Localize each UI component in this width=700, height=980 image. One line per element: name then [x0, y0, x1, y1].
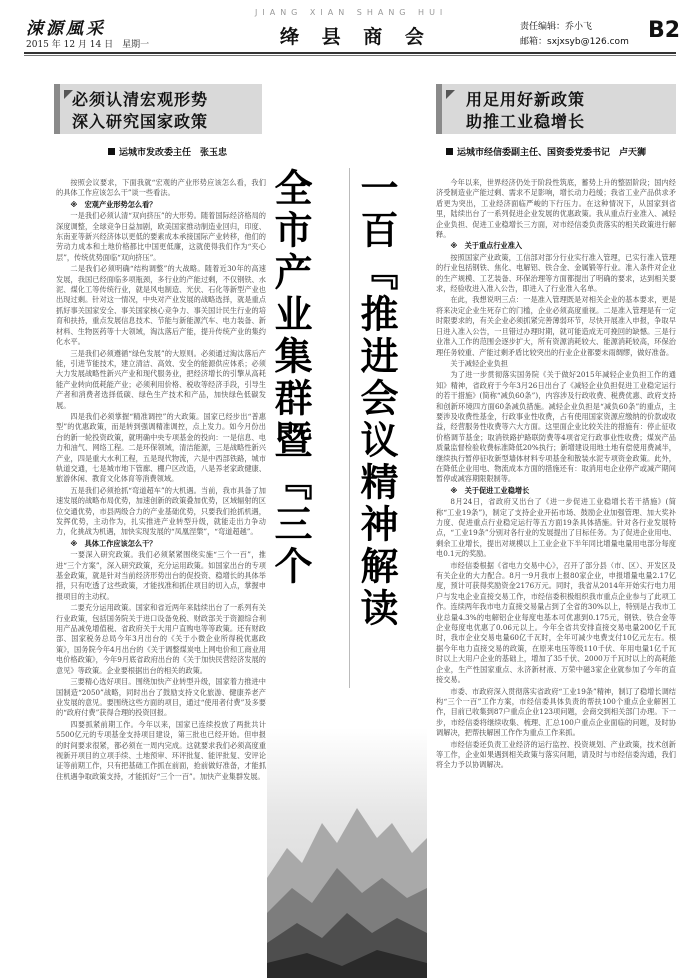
corner-triangle-icon — [446, 90, 455, 99]
right-paragraph: 市委、市政府深入贯彻落实省政府“工业19条”精神，制订了稳增长调结构“三个一百”工作方案，市经信委具体负责的帮扶100个重点企业解困工作，目前已收集到87户重点企业123项问题，会商交到相关部门办理。下一步，市经信委将继续收集、梳理、汇总100户重点企业面临的问题，及时协调解决，把帮扶解困工作作为重点工作来抓。 — [436, 686, 676, 738]
left-subheading: ※ 宏观产业形势怎么看？ — [70, 199, 157, 209]
corner-triangle-icon — [64, 90, 73, 99]
left-subheading: ※ 具体工作应该怎么干？ — [70, 538, 157, 548]
left-paragraph: 五是我们必须抢抓“弯道超车”的大机遇。当前，我市具备了加速发展的战略布局优势，加速创新的政策叠加优势，区域辐射的区位交通优势，市县两级合力的产业基础优势，只要我们抢抓机遇，发挥优势，主动作为，扎实推进产业转型升级，就能走出力争动力，化挑战为机遇，加快实现发展的“凤凰涅槃”，“弯道超越”。 — [56, 485, 266, 537]
left-paragraph: 三要精心选好项目。围绕加快产业转型升级，国家着力推进中国制造“2050”战略，同时出台了鼓励支持文化旅游、健康养老产业发展的意见。要围绕这些方面的项目，通过“使用者付费”及多要的“政府付费”获得合理的投资回报。 — [56, 677, 266, 718]
paper-name: 涑源風采 — [26, 19, 106, 39]
left-headline-line2: 深入研究国家政策 — [72, 112, 209, 131]
editor-email: 邮箱：sxjxsyb@126.com — [520, 37, 629, 47]
left-article-body — [56, 178, 266, 970]
masthead-rule-thin — [24, 55, 676, 56]
feature-title-line1: 一百『推进会议精神解读 — [354, 168, 398, 630]
left-byline — [108, 145, 227, 158]
left-headline-line1: 必须认清宏观形势 — [72, 90, 209, 109]
page-number: B2 — [648, 18, 681, 43]
byline-square-icon — [108, 148, 115, 155]
right-headline-line2: 助推工业稳增长 — [466, 112, 586, 131]
left-paragraph: 二是我们必须明确“结构调整”的大战略。随着近30年的高速发展，我国已经面临多项瓶颈，多行业的产能过剩，不仅钢铁、水泥、煤化工等传统行业，就是风电制造、光伏、石化等新型产业也出现过剩。针对这一情况，中央对产业发展的战略选择，就是重点抓好事关国家安全、事关国家核心竞争力、事关国计民生行业的培育和扶持，重点发展信息技术、节能与新能源汽车、电力装备、新材料、生物医药等十大领域，淘汰落后产能，提升传统产业的集约化水平。 — [56, 264, 266, 347]
right-paragraph: 市经信委还负责工业经济的运行监控、投资规划、产业政策，技术创新等工作，企业如果遇到相关政策与落实问题，请及时与市经信委沟通，我们将全力予以协调解决。 — [436, 739, 676, 770]
mountain-illustration — [267, 728, 427, 978]
right-paragraph: 为了进一步贯彻落实国务院《关于做好2015年减轻企业负担工作的通知》精神，省政府于今年3月26日出台了《减轻企业负担促进工业稳定运行的若干措施》(简称“减负60条”)，内容涉及行政收费、税费优惠、政府支持和创新环境四方面60条减负措施。减轻企业负担是“减负60条”的重点，主要涉及收费性基金，行政事业性收费，占有使用国家资源应缴纳的价款或收益，经营服务性收费等六大方面。这里面企业比较关注的措施有：停止征收价格调节基金；取消铁路护路联防费等4项省定行政事业性收费；煤炭产品质量监督检验收费标准降低20%执行；新增建设用地土地有偿使用费减半，继续执行暂停征收新型墙体材料专项基金和散装水泥专项资金政策。此外，在降低企业用电、物流成本方面的措施还有：取消用电企业停产或减产期间暂停或减容期限限制等。 — [436, 370, 676, 484]
issue-date: 2015 年 12 月 14 日 星期一 — [26, 40, 150, 50]
left-paragraph: 一是我们必须认清“双向挤压”的大形势。随着国际经济格局的深度调整，全球竞争日益加剧，欧美国家推动制造业回归，印度、东南亚等新兴经济体以更低的要素成本承接国际产业转移，他们的劳动力成本和土地价格都比中国更低廉，这就使得我们作为“夹心层”，传统优势面临“双向挤压”。 — [56, 211, 266, 262]
feature-divider — [349, 168, 350, 688]
right-paragraph: 8月24日，省政府又出台了《进一步促进工业稳增长若干措施》(简称“工业19条”)，制定了支持企业开拓市场、鼓励企业加强管理、加大奖补力度、促进重点行业稳定运行等五方面19条具体措施。针对各行业发展特点，“工业19条”分别对各行业的发展提出了目标任务。为了促进企业用电、剩余工业增长，提出对规模以上工业企业下半年同比增量电量用电部分每度电0.1元的奖励。 — [436, 497, 676, 559]
section-pinyin: JIANG XIAN SHANG HUI — [255, 8, 448, 17]
right-subheading: ※ 关于重点行业准入 — [450, 241, 523, 251]
section-title: 绛 县 商 会 — [280, 26, 432, 48]
left-paragraph: 四要抓紧前期工作。今年以来，国家已连续投放了两批共计5500亿元的专项基金支持项目建设，第三批也已经开始。但申报的时间要求很紧，都必须在一周内完成。这就要求我们必须高度重视新开项目的立项手续、土地预审、环评批复、能评批复、安评论证等前期工作，只有把基础工作抓在前面，抢前做好准备，才能抓住机遇争取政策支持，才能抓好“三个一百”。加快产业集群发展。 — [56, 719, 266, 781]
right-byline — [446, 145, 646, 158]
right-subheading: ※ 关于促进工业稳增长 — [450, 485, 530, 495]
left-paragraph: 二要充分运用政策。国家和省近两年来陆续出台了一系列有关行业政策，包括国务院关于进口设备免税、财政部关于资源综合利用产品减免增值税、省政府关于大用户直购电等等政策。还有财政部、国家税务总局今年3月出台的《关于小微企业所得税优惠政策》，国务院今年4月出台的《关于调整煤炭电上网电价和工商业用电价格政策》，今年9月底省政府出台的《关于加快民营经济发展的意见》等政策。企业要根据出台的相关的政策。 — [56, 603, 266, 675]
right-paragraph: 今年以来，世界经济仍处于阶段性筑底，蓄势上升的整固阶段；国内经济受制造业产能过剩、需求不足影响，增长动力趋缓；我省工业产品供求矛盾更为突出，工业经济面临严峻的下行压力。在这种情况下，从国家到省里，陆续出台了一系列促进企业发展的优惠政策。我从重点行业准入、减轻企业负担、促进工业稳增长三方面，对市经信委负责落实的相关政策进行解释。 — [436, 178, 676, 240]
right-byline-text: 运城市经信委副主任、国资委党委书记 卢天狮 — [457, 148, 647, 158]
left-paragraph: 按照会议要求，下面我就“宏观的产业形势应该怎么看，我们的具体工作应该怎么干”谈一些看法。 — [56, 178, 266, 198]
right-headline-box — [436, 84, 676, 134]
center-feature — [267, 138, 427, 978]
left-paragraph: 一要深入研究政策。我们必须紧紧围绕实施“三个一百”，推进“三个方案”，深入研究政策，充分运用政策。如国家出台的专项基金政策，就是针对当前经济形势出台的促投资、稳增长的具体举措，只有吃透了这些政策，才能找准和抓住项目的切入点，掌握申报项目的主动权。 — [56, 550, 266, 601]
right-paragraph: 在此，我想说明三点：一是准入管理既是对相关企业的基本要求，更是将来决定企业生死存亡的门槛，企业必须高度重视。二是准入管理是有一定时限要求的，有关企业必须抓紧完善薄弱环节，尽快开展准入申报，争取早日进入准入公告，一旦错过办理时期，就可能造成无可挽回的缺憾。三是行业准入工作的范围会逐步扩大，所有资源消耗较大、能源消耗较高，环保治理任务较重、产能过剩矛盾比较突出的行业企业都要未雨绸缪，做好准备。 — [436, 295, 676, 357]
left-paragraph: 四是我们必须掌握“精准调控”的大政策。国家已经步出“普惠型”的优惠政策，而是转到强调精准调控，点上发力。如今月份出台的新一轮投资政策，就明确中央专项基金的投向：一是信息、电力和油气、网络工程。二是环保领域，清洁能源，三是战略性新兴产业，四是重大水利工程，五是现代物流，六是中西部铁路，城市轨道交通，七是城市地下管廊、棚户区改造，八是养老家政健康、旅游休闲、教育文化体育等消费领域。 — [56, 411, 266, 484]
right-paragraph: 市经信委根据《省电力交易中心》，召开了部分县（市、区）、开发区及有关企业的大力配合。8月一9月我市上报80家企业，申报增量电量2.17亿度，预计可获得奖励资金2176万元。同时，我省从2014年开始实行电力用户与发电企业直接交易工作，市经信委积极组织我市重点企业参与了此项工作。连续两年我市电力直接交易量占到了全省的30%以上，特别是占我市工业总量4.3%的电解铝企业每度电基本可优惠到0.175元，钢铁、铁合金等企业每度电优惠了0.06元以上。今年全省共安排直接交易电量200亿千瓦时，我市企业交易电量60亿千瓦时，全年可减少电费支付10亿元左右。根据今年电力直接交易的政策，在原来电压等级110千伏、年用电量1亿千瓦时以上大用户企业的基础上，增加了35千伏、2000万千瓦时以上的高耗能企业，生产性国家重点、永济新材液、万荣中磁3家企业就参加了今年的直接交易。 — [436, 560, 676, 685]
right-headline-line1: 用足用好新政策 — [466, 90, 586, 109]
masthead-rule — [24, 52, 676, 54]
right-paragraph: 按照国家产业政策，工信部对部分行业实行准入管理，已实行准入管理的行业包括钢铁、焦化、电解铝、铁合金、金属锻等行业。准入条件对企业的生产规模、工艺装备、环保治理等方面都提出了明确的要求，达到相关要求，经验收进入准入公告，即进入了行业准入名单。 — [436, 252, 676, 294]
feature-title-line2: 全市产业集群暨『三个 — [268, 168, 312, 588]
editor-credit: 责任编辑：乔小飞 — [520, 22, 593, 32]
left-headline-box — [54, 84, 262, 134]
right-article-body — [436, 178, 676, 970]
byline-square-icon — [446, 148, 453, 155]
masthead — [0, 0, 700, 52]
left-paragraph: 三是我们必须遵循“绿色发展”的大原则。必须通过淘汰落后产能，引进节能技术，建立清洁、高效、安全的能源供应体系；必须大力发展战略性新兴产业和现代服务业，把经济增长的引擎从高耗能产业转向低耗能产业；必须利用价格、税收等经济手段，引导生产者和消费者选择低碳、绿色生产技术和产品，加快绿色低碳发展。 — [56, 348, 266, 410]
left-byline-text: 运城市发改委主任 张玉忠 — [119, 148, 228, 158]
right-paragraph: 关于减轻企业负担 — [450, 358, 508, 368]
